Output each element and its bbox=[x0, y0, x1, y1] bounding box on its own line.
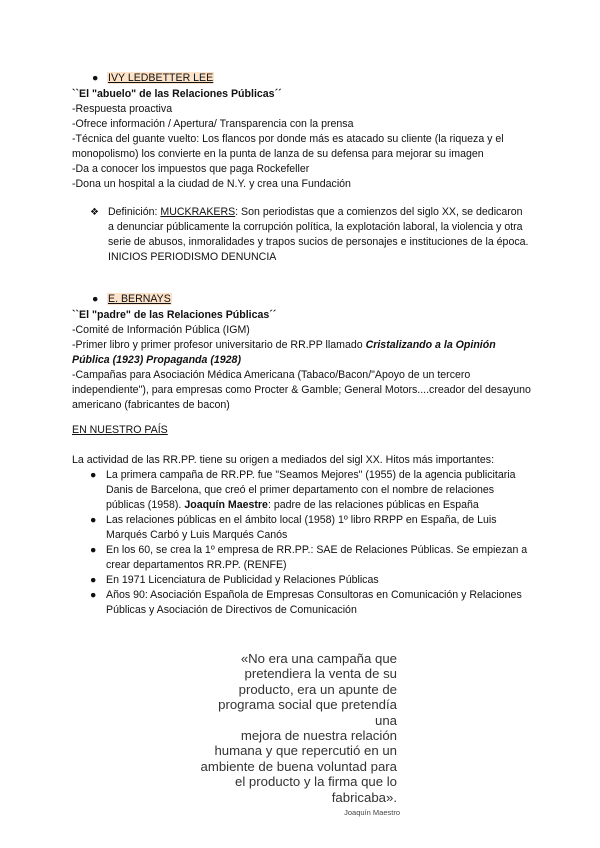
definition-lead: Definición: bbox=[108, 206, 161, 218]
definition-term: MUCKRAKERS bbox=[160, 206, 236, 218]
bernays-heading bbox=[72, 292, 532, 308]
item-text: Las relaciones públicas en el ámbito local (1958) 1º libro RRPP en España, de Luis Marqués Carbó y Luis Marqués Canós bbox=[106, 514, 497, 541]
bullet-icon: ● bbox=[90, 589, 97, 601]
quote-line: fabricaba». bbox=[331, 789, 397, 805]
bullet-icon: ● bbox=[90, 574, 97, 586]
list-item bbox=[72, 543, 532, 573]
bullet-icon: ● bbox=[92, 293, 99, 305]
ivy-subtitle: ``El "abuelo" de las Relaciones Públicas´´ bbox=[72, 88, 282, 100]
spain-section bbox=[72, 423, 532, 438]
ivy-line: -Respuesta proactiva bbox=[72, 103, 173, 115]
quote-line: ambiente de buena voluntad para bbox=[200, 758, 397, 774]
quote-line: humana y que repercutió en un bbox=[214, 743, 397, 759]
quote-block bbox=[200, 651, 397, 805]
ivy-line: monopolismo) los convierte en la punta de lanza de su defensa para mejorar su imagen bbox=[72, 148, 484, 160]
bernays-line: -Comité de Información Pública (IGM) bbox=[72, 324, 250, 336]
item-text: La primera campaña de RR.PP. fue "Seamos Mejores" (1955) de la agencia publicitaria Danis de Barcelona, que creó el primer departamento con el nombre de relaciones públicas (1958). bbox=[106, 469, 516, 511]
bullet-icon: ● bbox=[90, 544, 97, 556]
bullet-icon: ● bbox=[90, 469, 97, 481]
quote-line: producto, era un apunte de bbox=[238, 681, 397, 697]
ivy-line: -Dona un hospital a la ciudad de N.Y. y crea una Fundación bbox=[72, 178, 351, 190]
book-title-cont: Pública (1923) Propaganda (1928) bbox=[72, 354, 241, 366]
diamond-bullet-icon: ❖ bbox=[90, 207, 99, 218]
list-item bbox=[72, 588, 532, 618]
ivy-name: IVY LEDBETTER LEE bbox=[108, 72, 214, 84]
quote-line: el producto y la firma que lo bbox=[235, 774, 397, 790]
muckrakers-definition bbox=[90, 205, 530, 265]
list-item bbox=[72, 513, 532, 543]
item-text-tail: : padre de las relaciones públicas en España bbox=[267, 499, 479, 511]
definition-text: : Son periodistas que a comienzos del siglo XX, se dedicaron a denunciar públicamente la corrupción política, la explotación laboral, la violencia y otra serie de abusos, inmoralidades y trapos sucios de personajes e instituciones de la época. INICIOS PERIODISMO DENUNCIA bbox=[108, 206, 529, 263]
quote-line: programa social que pretendía una bbox=[218, 697, 397, 728]
quote-line: mejora de nuestra relación bbox=[240, 728, 397, 744]
bernays-subtitle: ``El "padre" de las Relaciones Públicas´´ bbox=[72, 309, 277, 321]
quote-author: Joaquín Maestro bbox=[344, 808, 400, 817]
milestone-list bbox=[72, 468, 532, 618]
ivy-line: -Técnica del guante vuelto: Los flancos por donde más es atacado su cliente (la riqueza y el bbox=[72, 133, 504, 145]
bullet-icon: ● bbox=[90, 514, 97, 526]
quote-line: pretendiera la venta de su bbox=[244, 666, 397, 682]
item-text: En los 60, se crea la 1º empresa de RR.PP.: SAE de Relaciones Públicas. Se empiezan a crear departamentos RR.PP. (RENFE) bbox=[106, 544, 528, 571]
joaquin-maestre-name: Joaquín Maestre bbox=[184, 499, 268, 511]
bullet-icon: ● bbox=[92, 72, 99, 84]
bernays-line: -Campañas para Asociación Médica Americana (Tabaco/Bacon/"Apoyo de un tercero independiente"), para empresas como Procter & Gamble; General Motors....creador del desayuno americano (fabricantes de bacon) bbox=[72, 369, 531, 411]
list-item bbox=[72, 573, 532, 588]
item-text: En 1971 Licenciatura de Publicidad y Relaciones Públicas bbox=[106, 574, 379, 586]
spain-content bbox=[72, 453, 532, 618]
list-item bbox=[72, 468, 532, 513]
bernays-line bbox=[72, 338, 532, 353]
ivy-heading bbox=[72, 71, 532, 87]
spain-heading: EN NUESTRO PAÍS bbox=[72, 424, 168, 436]
ivy-section bbox=[72, 71, 532, 192]
book-title: Cristalizando a la Opinión bbox=[365, 339, 496, 351]
definition-body bbox=[108, 205, 530, 265]
spain-intro: La actividad de las RR.PP. tiene su origen a mediados del sigl XX. Hitos más importantes: bbox=[72, 454, 495, 466]
item-text: Años 90: Asociación Española de Empresas Consultoras en Comunicación y Relaciones Públicas y Asociación de Directivos de Comunicación bbox=[106, 589, 522, 616]
ivy-line: -Da a conocer los impuestos que paga Rockefeller bbox=[72, 163, 310, 175]
ivy-line: -Ofrece información / Apertura/ Transparencia con la prensa bbox=[72, 118, 354, 130]
bernays-name: E. BERNAYS bbox=[108, 293, 171, 305]
quote-line: «No era una campaña que bbox=[240, 651, 397, 666]
bernays-line2-text: -Primer libro y primer profesor universitario de RR.PP llamado bbox=[72, 339, 366, 351]
bernays-section bbox=[72, 292, 532, 413]
